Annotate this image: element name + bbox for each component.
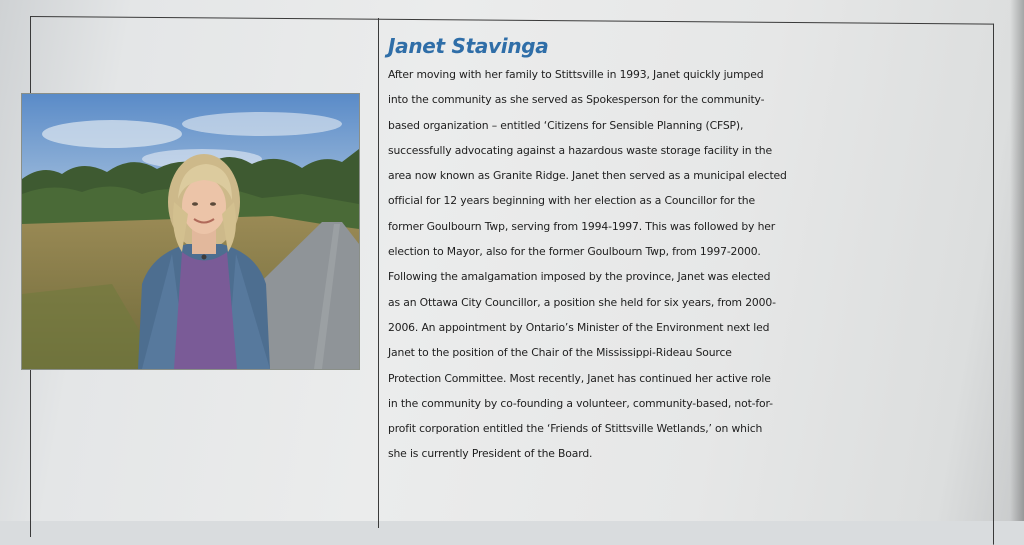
portrait-photo-icon [22,94,359,369]
bio-line: former Goulbourn Twp, serving from 1994-1997. This was followed by her [388,219,776,233]
bio-line: Janet to the position of the Chair of the Mississippi-Rideau Source [388,346,732,360]
profile-name: Janet Stavinga [388,34,549,58]
bio-line: profit corporation entitled the ‘Friends of Stittsville Wetlands,’ on which [388,422,763,436]
bio-line: based organization – entitled ‘Citizens for Sensible Planning (CFSP), [388,118,744,132]
bio-line: successfully advocating against a hazardous waste storage facility in the [388,143,772,157]
bio-line: in the community by co-founding a volunteer, community-based, not-for- [388,396,773,410]
bio-line: as an Ottawa City Councillor, a position she held for six years, from 2000- [388,295,776,309]
bio-line: she is currently President of the Board. [388,447,593,461]
bio-line: area now known as Granite Ridge. Janet then served as a municipal elected [388,169,787,183]
bio-text [388,62,1024,467]
bio-line: After moving with her family to Stittsville in 1993, Janet quickly jumped [388,68,764,81]
portrait-photo [21,93,360,370]
bio-line: into the community as she served as Spokesperson for the community- [388,93,765,107]
bio-section [388,32,1024,467]
bio-line: official for 12 years beginning with her election as a Councillor for the [388,194,755,208]
bio-line: election to Mayor, also for the former Goulbourn Twp, from 1997-2000. [388,245,761,259]
bio-line: Protection Committee. Most recently, Janet has continued her active role [388,371,771,385]
bio-line: 2006. An appointment by Ontario’s Minister of the Environment next led [388,320,770,334]
column-divider [378,18,379,528]
bio-line: Following the amalgamation imposed by the province, Janet was elected [388,270,771,284]
